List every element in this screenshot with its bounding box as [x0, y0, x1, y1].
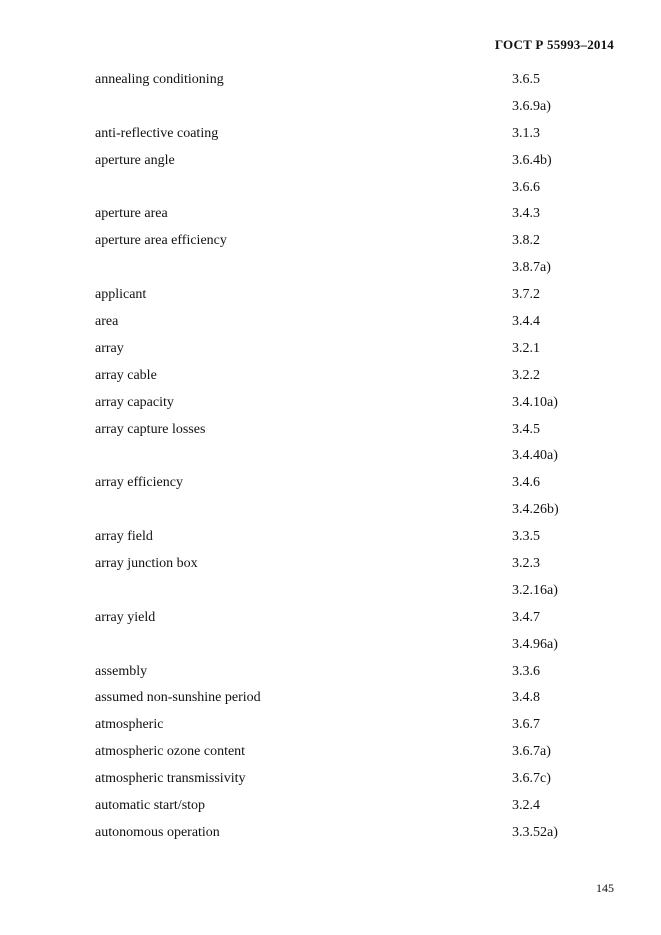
- index-reference: 3.3.6: [512, 663, 540, 679]
- index-reference: 3.8.7a): [512, 260, 551, 276]
- index-term: array: [95, 340, 124, 356]
- index-term: array junction box: [95, 556, 198, 572]
- index-entry: [95, 524, 595, 551]
- index-term: area: [95, 314, 119, 330]
- index-reference: 3.4.26b): [512, 502, 559, 518]
- index-entry: [95, 793, 595, 820]
- index-reference: 3.4.3: [512, 206, 540, 222]
- index-reference: 3.8.2: [512, 233, 540, 249]
- index-entry: [95, 685, 595, 712]
- index-reference: 3.6.9a): [512, 98, 551, 114]
- index-entry: [95, 255, 595, 282]
- index-term: autonomous operation: [95, 824, 220, 840]
- index-entry: [95, 739, 595, 766]
- index-entry: [95, 443, 595, 470]
- index-reference: 3.6.6: [512, 179, 540, 195]
- index-reference: 3.2.1: [512, 340, 540, 356]
- index-entry: [95, 282, 595, 309]
- index-entry: [95, 766, 595, 793]
- index-entry: [95, 605, 595, 632]
- index-reference: 3.4.6: [512, 475, 540, 491]
- index-term: array capacity: [95, 394, 174, 410]
- index-term: aperture angle: [95, 152, 175, 168]
- index-reference: 3.6.7: [512, 717, 540, 733]
- index-term: array capture losses: [95, 421, 206, 437]
- index-term: annealing conditioning: [95, 72, 224, 87]
- index-reference: 3.3.5: [512, 529, 540, 545]
- index-entry: [95, 121, 595, 148]
- index-reference: 3.4.5: [512, 421, 540, 437]
- index-entry: [95, 497, 595, 524]
- index-reference: 3.6.7c): [512, 771, 551, 787]
- index-reference: 3.6.4b): [512, 152, 552, 168]
- index-entry: [95, 67, 595, 94]
- index-reference: 3.2.16a): [512, 582, 558, 598]
- index-reference: 3.4.4: [512, 314, 540, 330]
- index-term: array efficiency: [95, 475, 183, 491]
- index-reference: 3.6.7a): [512, 744, 551, 760]
- index-term: assumed non-sunshine period: [95, 690, 261, 706]
- index-entry: [95, 201, 595, 228]
- index-entry: [95, 363, 595, 390]
- index-entry: [95, 390, 595, 417]
- index-term: anti-reflective coating: [95, 125, 219, 141]
- index-reference: 3.4.8: [512, 690, 540, 706]
- index-reference: 3.4.10a): [512, 394, 558, 410]
- index-entry: [95, 148, 595, 175]
- index-reference: 3.2.3: [512, 556, 540, 572]
- index-entry: [95, 632, 595, 659]
- index-entry: [95, 228, 595, 255]
- index-entry: [95, 659, 595, 686]
- index-term: assembly: [95, 663, 148, 679]
- index-reference: 3.2.2: [512, 367, 540, 383]
- index-entry: [95, 712, 595, 739]
- index-reference: 3.1.3: [512, 125, 540, 141]
- index-entry: [95, 551, 595, 578]
- index-term: applicant: [95, 287, 147, 303]
- index-entry: [95, 820, 595, 847]
- index-entry: [95, 175, 595, 202]
- index-reference: 3.6.5: [512, 72, 540, 87]
- term-index-list: [95, 67, 595, 847]
- index-term: array cable: [95, 367, 157, 383]
- index-entry: [95, 417, 595, 444]
- page-number: 145: [596, 881, 614, 895]
- index-term: aperture area efficiency: [95, 233, 227, 249]
- index-term: atmospheric ozone content: [95, 744, 246, 760]
- index-reference: 3.3.52a): [512, 824, 558, 840]
- index-term: atmospheric transmissivity: [95, 771, 246, 787]
- index-entry: [95, 336, 595, 363]
- index-term: array field: [95, 529, 153, 545]
- index-entry: [95, 470, 595, 497]
- index-entry: [95, 309, 595, 336]
- index-reference: 3.4.96a): [512, 636, 558, 652]
- index-entry: [95, 578, 595, 605]
- standard-code-header: ГОСТ Р 55993–2014: [494, 37, 614, 52]
- index-entry: [95, 94, 595, 121]
- index-reference: 3.4.7: [512, 609, 540, 625]
- index-term: aperture area: [95, 206, 168, 222]
- index-term: atmospheric: [95, 717, 164, 733]
- index-reference: 3.7.2: [512, 287, 540, 303]
- index-reference: 3.4.40a): [512, 448, 558, 464]
- index-term: array yield: [95, 609, 156, 625]
- index-reference: 3.2.4: [512, 798, 540, 814]
- index-term: automatic start/stop: [95, 798, 206, 814]
